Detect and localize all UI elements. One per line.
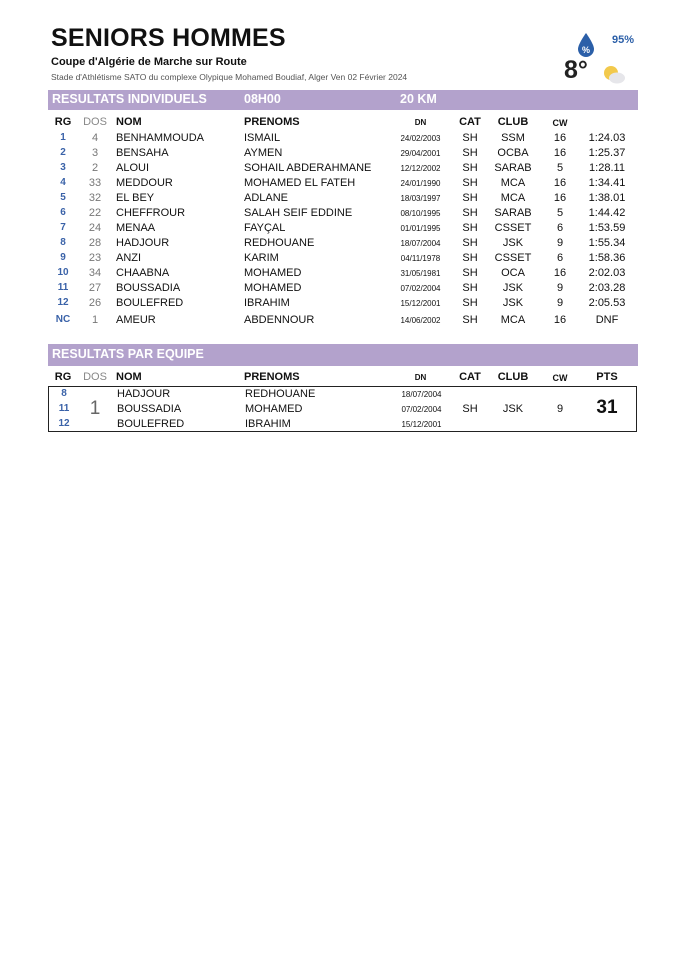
bib: 26 (88, 297, 102, 309)
finish-time: DNF (595, 314, 619, 326)
club: JSK (502, 237, 524, 249)
finish-time: 2:02.03 (588, 267, 626, 279)
table-row (48, 207, 638, 222)
club: OCBA (497, 147, 529, 159)
finish-time: 1:53.59 (588, 222, 626, 234)
category: SH (462, 207, 478, 219)
last-name: BOUSSADIA (116, 282, 181, 294)
col-cw: CW (552, 373, 568, 383)
last-name: AMEUR (116, 314, 156, 326)
rank: 9 (60, 252, 66, 263)
page-title: SENIORS HOMMES (51, 24, 286, 52)
table-row (48, 297, 638, 312)
rank: 12 (58, 418, 70, 429)
col-club: CLUB (497, 116, 529, 128)
category: SH (462, 314, 478, 326)
birth-date: 15/12/2001 (400, 299, 441, 308)
birth-date: 12/12/2002 (400, 164, 441, 173)
team-points: 31 (596, 397, 618, 418)
table-row (48, 132, 638, 147)
team-member-row (49, 418, 638, 432)
cw: 16 (553, 267, 567, 279)
last-name: HADJOUR (116, 237, 170, 249)
finish-time: 1:34.41 (588, 177, 626, 189)
first-name: AYMEN (244, 147, 283, 159)
table-row (48, 222, 638, 237)
rank: NC (55, 314, 71, 325)
cw: 6 (556, 222, 564, 234)
cw: 5 (556, 162, 564, 174)
club: OCA (501, 267, 525, 279)
bib: 23 (88, 252, 102, 264)
last-name: CHAABNA (116, 267, 170, 279)
birth-date: 01/01/1995 (400, 224, 441, 233)
club: MCA (500, 177, 526, 189)
birth-date: 18/07/2004 (400, 239, 441, 248)
venue-line: Stade d'Athlétisme SATO du complexe Olypique Mohamed Boudiaf, Alger Ven 02 Février 2024 (51, 72, 408, 82)
last-name: MENAA (116, 222, 156, 234)
team-category: SH (462, 403, 478, 415)
competition-subtitle: Coupe d'Algérie de Marche sur Route (51, 56, 247, 68)
cw: 9 (556, 282, 564, 294)
club: JSK (502, 282, 524, 294)
first-name: ADLANE (244, 192, 289, 204)
last-name: EL BEY (116, 192, 155, 204)
last-name: BENHAMMOUDA (116, 132, 205, 144)
individual-band-title: RESULTATS INDIVIDUELS (52, 92, 207, 106)
last-name: ALOUI (116, 162, 150, 174)
birth-date: 29/04/2001 (400, 149, 441, 158)
table-row (48, 177, 638, 192)
rank: 3 (60, 162, 66, 173)
table-row (48, 237, 638, 252)
finish-time: 2:05.53 (588, 297, 626, 309)
last-name: CHEFFROUR (116, 207, 186, 219)
rank: 12 (57, 297, 69, 308)
team-results-band (48, 344, 638, 366)
category: SH (462, 162, 478, 174)
finish-time: 1:58.36 (588, 252, 626, 264)
last-name: BOUSSADIA (117, 403, 182, 415)
bib: 32 (88, 192, 102, 204)
team-band-title: RESULTATS PAR EQUIPE (52, 347, 204, 361)
table-row (48, 147, 638, 162)
cw: 5 (556, 207, 564, 219)
category: SH (462, 237, 478, 249)
category: SH (462, 192, 478, 204)
table-row (48, 192, 638, 207)
col-cat: CAT (459, 116, 481, 128)
cw: 16 (553, 147, 567, 159)
finish-time: 1:55.34 (588, 237, 626, 249)
category: SH (462, 297, 478, 309)
col-pts: PTS (596, 371, 618, 383)
finish-time: 1:28.11 (589, 162, 625, 174)
col-prenoms: PRENOMS (244, 371, 300, 383)
last-name: ANZI (116, 252, 142, 264)
category: SH (462, 147, 478, 159)
birth-date: 04/11/1978 (400, 254, 441, 263)
team-summary (48, 403, 638, 417)
temperature-value: 8° (564, 56, 588, 84)
weather-widget (560, 28, 650, 90)
col-prenoms: PRENOMS (244, 116, 300, 128)
first-name: SOHAIL ABDERAHMANE (244, 162, 372, 174)
last-name: BOULEFRED (116, 297, 184, 309)
bib: 28 (88, 237, 102, 249)
col-rg: RG (54, 116, 72, 128)
club: SARAB (494, 207, 532, 219)
birth-date: 24/02/2003 (400, 134, 441, 143)
first-name: MOHAMED (245, 403, 303, 415)
bib: 34 (88, 267, 102, 279)
finish-time: 2:03.28 (588, 282, 626, 294)
bib: 4 (91, 132, 99, 144)
team-table-header (48, 371, 638, 385)
col-dos: DOS (83, 371, 107, 383)
rank: 8 (60, 237, 66, 248)
bib: 33 (88, 177, 102, 189)
team-member-row (49, 388, 638, 402)
last-name: HADJOUR (117, 388, 171, 400)
team-cw: 9 (556, 403, 564, 415)
finish-time: 1:38.01 (588, 192, 626, 204)
first-name: FAYÇAL (244, 222, 286, 234)
table-row (48, 282, 638, 297)
first-name: SALAH SEIF EDDINE (244, 207, 353, 219)
cw: 16 (553, 177, 567, 189)
last-name: BOULEFRED (117, 418, 185, 430)
cw: 16 (553, 132, 567, 144)
category: SH (462, 267, 478, 279)
cw: 9 (556, 237, 564, 249)
race-distance: 20 KM (400, 92, 437, 106)
individual-table-header (48, 116, 638, 130)
bib: 3 (91, 147, 99, 159)
category: SH (462, 282, 478, 294)
col-nom: NOM (116, 371, 142, 383)
cw: 6 (556, 252, 564, 264)
club: JSK (502, 297, 524, 309)
category: SH (462, 177, 478, 189)
first-name: REDHOUANE (245, 388, 316, 400)
bib: 1 (91, 314, 99, 326)
rank: 2 (60, 147, 66, 158)
rank: 5 (60, 192, 66, 203)
first-name: ISMAIL (244, 132, 281, 144)
col-cw: CW (552, 118, 568, 128)
category: SH (462, 132, 478, 144)
bib: 2 (91, 162, 99, 174)
birth-date: 18/07/2004 (401, 390, 442, 399)
birth-date: 15/12/2001 (401, 420, 442, 429)
col-dn: DN (414, 373, 427, 382)
col-club: CLUB (497, 371, 529, 383)
rank: 1 (60, 132, 66, 143)
rank: 7 (60, 222, 66, 233)
start-time: 08H00 (244, 92, 281, 106)
col-nom: NOM (116, 116, 142, 128)
rank: 11 (58, 403, 70, 414)
birth-date: 18/03/1997 (400, 194, 441, 203)
cw: 16 (553, 314, 567, 326)
finish-time: 1:24.03 (588, 132, 626, 144)
birth-date: 07/02/2004 (401, 405, 442, 414)
rank: 8 (61, 388, 67, 399)
table-row (48, 267, 638, 282)
club: SARAB (494, 162, 532, 174)
last-name: BENSAHA (116, 147, 169, 159)
first-name: KARIM (244, 252, 279, 264)
bib: 22 (88, 207, 102, 219)
club: MCA (500, 314, 526, 326)
first-name: REDHOUANE (244, 237, 315, 249)
individual-results-band (48, 90, 638, 110)
rank: 6 (60, 207, 66, 218)
category: SH (462, 222, 478, 234)
club: CSSET (494, 222, 532, 234)
birth-date: 08/10/1995 (400, 209, 441, 218)
partly-cloudy-icon (602, 62, 626, 86)
cw: 9 (556, 297, 564, 309)
club: CSSET (494, 252, 532, 264)
category: SH (462, 252, 478, 264)
cw: 16 (553, 192, 567, 204)
col-rg: RG (54, 371, 72, 383)
table-row (48, 252, 638, 267)
col-dn: DN (414, 118, 427, 127)
birth-date: 24/01/1990 (400, 179, 441, 188)
rank: 10 (57, 267, 69, 278)
rank: 4 (60, 177, 66, 188)
last-name: MEDDOUR (116, 177, 173, 189)
club: SSM (501, 132, 525, 144)
first-name: MOHAMED EL FATEH (244, 177, 356, 189)
humidity-value: 95% (612, 34, 635, 46)
team-club: JSK (502, 403, 524, 415)
finish-time: 1:44.42 (588, 207, 626, 219)
first-name: IBRAHIM (245, 418, 291, 430)
bib: 24 (88, 222, 102, 234)
team-rank: 1 (89, 398, 101, 419)
club: MCA (500, 192, 526, 204)
rank: 11 (57, 282, 69, 293)
humidity-drop-icon (576, 32, 596, 58)
table-row (48, 162, 638, 177)
birth-date: 14/06/2002 (400, 316, 441, 325)
col-cat: CAT (459, 371, 481, 383)
birth-date: 07/02/2004 (400, 284, 441, 293)
first-name: ABDENNOUR (244, 314, 315, 326)
first-name: IBRAHIM (244, 297, 290, 309)
col-dos: DOS (83, 116, 107, 128)
birth-date: 31/05/1981 (400, 269, 441, 278)
svg-text:%: % (581, 45, 591, 55)
first-name: MOHAMED (244, 267, 302, 279)
first-name: MOHAMED (244, 282, 302, 294)
bib: 27 (88, 282, 102, 294)
finish-time: 1:25.37 (588, 147, 626, 159)
table-row (48, 314, 638, 329)
